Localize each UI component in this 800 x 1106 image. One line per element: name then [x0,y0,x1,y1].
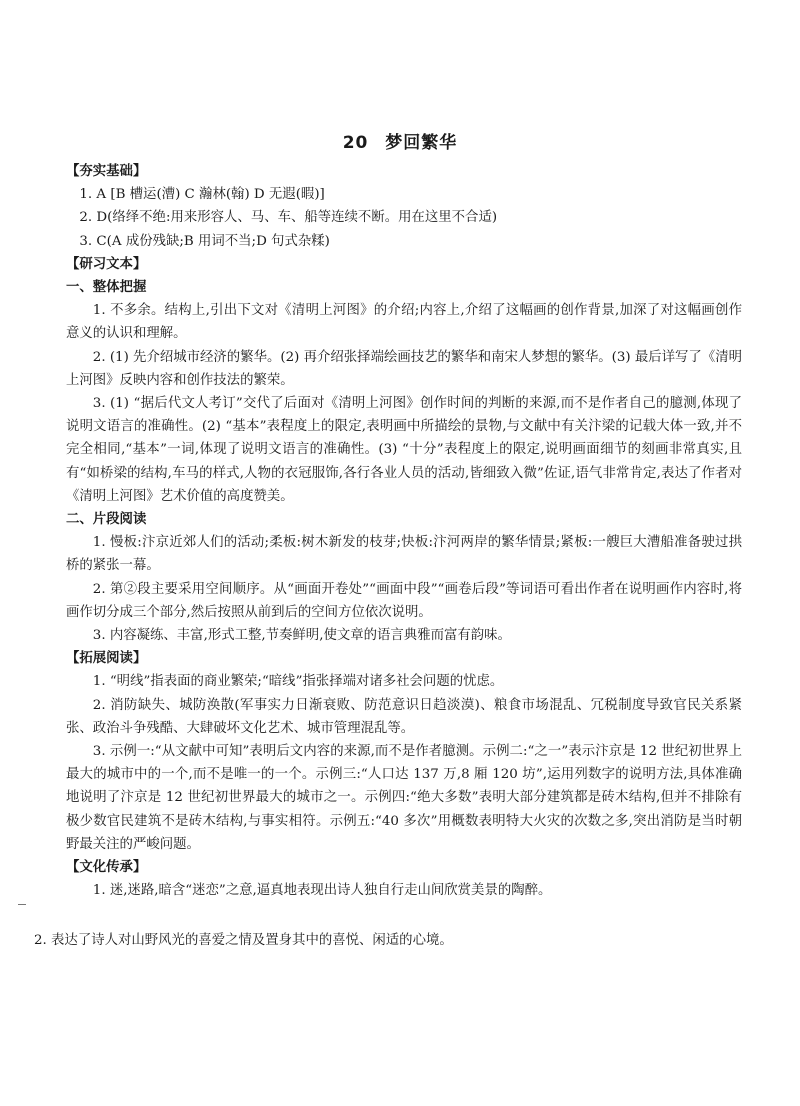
basics-answer-3: 3. C(A 成份残缺;B 用词不当;D 句式杂糅) [79,233,330,249]
section-heading-basics: 【夯实基础】 [66,164,147,179]
passage-answer-1: 1. 慢板:汴京近郊人们的活动;柔板:树木新发的枝芽;快板:汴河两岸的繁华情景;紧板:一艘巨大漕船准备驶过拱桥的紧张一幕。 [66,535,742,574]
lesson-title: 梦回繁华 [385,133,458,153]
text-study-answer-1: 1. 不多余。结构上,引出下文对《清明上河图》的介绍;内容上,介绍了这幅画的创作背景,加深了对这幅画创作意义的认识和理解。 [66,303,742,342]
section-heading-culture: 【文化传承】 [66,860,147,876]
culture-answer-2: 2. 表达了诗人对山野风光的喜爱之情及置身其中的喜悦、闲适的心境。 [34,933,453,949]
section-heading-extended: 【拓展阅读】 [66,651,147,667]
subheading-overall: 一、整体把握 [66,280,147,296]
extended-answer-1: 1. “明线”指表面的商业繁荣;“暗线”指张择端对诸多社会问题的忧虑。 [92,674,504,690]
text-study-answer-2: 2. (1) 先介绍城市经济的繁华。(2) 再介绍张择端绘画技艺的繁华和南宋人梦想的繁华。(3) 最后详写了《清明上河图》反映内容和创作技法的繁荣。 [66,349,742,388]
scan-mark [18,904,26,905]
basics-answer-1: 1. A [B 槽运(漕) C 瀚林(翰) D 无遐(暇)] [79,187,325,203]
passage-answer-3: 3. 内容凝练、丰富,形式工整,节奏鲜明,使文章的语言典雅而富有韵味。 [92,628,511,644]
culture-answer-1: 1. 迷,迷路,暗含“迷恋”之意,逼真地表现出诗人独自行走山间欣赏美景的陶醉。 [92,883,552,899]
extended-answer-3: 3. 示例一:“从文献中可知”表明后文内容的来源,而不是作者臆测。示例二:“之一”表示汴京是 12 世纪初世界上最大的城市中的一个,而不是唯一的一个。示例三:“人口达 137 万,8 厢 120 坊”,运用列数字的说明方法,具体准确地说明了汴京是 12 世纪初世界最大的城市之一。示例四:“绝大多数”表明大部分建筑都是砖木结构,但并不排除有极少数官民建筑不是砖木结构,与事实相符。示例五:“40 多次”用概数表明特大火灾的次数之多,突出消防是当时朝野最关注的严峻问题。 [66,744,742,852]
extended-answer-2: 2. 消防缺失、城防涣散(军事实力日渐衰败、防范意识日趋淡漠)、粮食市场混乱、冗税制度导致官民关系紧张、政治斗争残酷、大肆破坏文化艺术、城市管理混乱等。 [66,697,742,736]
passage-answer-2: 2. 第②段主要采用空间顺序。从“画面开卷处”“画面中段”“画卷后段”等词语可看出作者在说明画作内容时,将画作切分成三个部分,然后按照从前到后的空间方位依次说明。 [66,581,742,620]
page-title [0,128,800,153]
lesson-number: 20 [342,133,369,153]
basics-answer-2: 2. D(络绎不绝:用来形容人、马、车、船等连续不断。用在这里不合适) [79,210,498,226]
subheading-passage: 二、片段阅读 [66,512,147,528]
answer-content [66,160,742,903]
text-study-answer-3: 3. (1) “据后代文人考订”交代了后面对《清明上河图》创作时间的判断的来源,而不是作者自己的臆测,体现了说明文语言的准确性。(2) “基本”表程度上的限定,表明画中所描绘的景物,与文献中有关汴梁的记载大体一致,并不完全相同,“基本”一词,体现了说明文语言的准确性。(3) “十分”表程度上的限定,说明画面细节的刻画非常真实,且有“如桥梁的结构,车马的样式,人物的衣冠服饰,各行各业人员的活动,皆细致入微”佐证,语气非常肯定,表达了作者对《清明上河图》艺术价值的高度赞美。 [66,396,742,504]
section-heading-text-study: 【研习文本】 [66,256,147,272]
